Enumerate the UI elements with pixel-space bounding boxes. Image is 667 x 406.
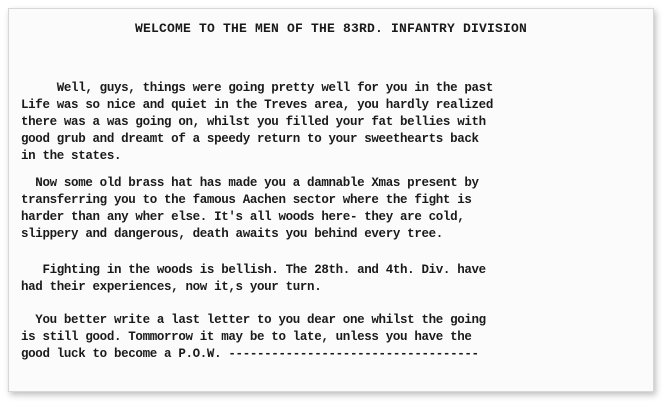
paragraph-3: Fighting in the woods is bellish. The 28th. and 4th. Div. have had their experiences, now it,s your turn. [21, 263, 486, 294]
paragraph-2: Now some old brass hat has made you a damnable Xmas present by transferring you to the famous Aachen sector where the fight is harder than any wher else. It's all woods here- they are cold, slippery and dangerous, death awaits you behind every tree. [21, 176, 479, 241]
leaflet-page [8, 8, 654, 392]
paragraph-4: You better write a last letter to you dear one whilst the going is still good. Tommorrow it may be to late, unless you have the good luck to become a P.O.W. ----------------------------------- [21, 313, 486, 361]
paragraph-1: Well, guys, things were going pretty well for you in the past Life was so nice and quiet in the Treves area, you hardly realized there was a was going on, whilst you filled your fat bellies with good grub and dreamt of a speedy return to your sweethearts back in the states. [21, 81, 493, 163]
leaflet-title: WELCOME TO THE MEN OF THE 83RD. INFANTRY DIVISION [134, 21, 528, 36]
